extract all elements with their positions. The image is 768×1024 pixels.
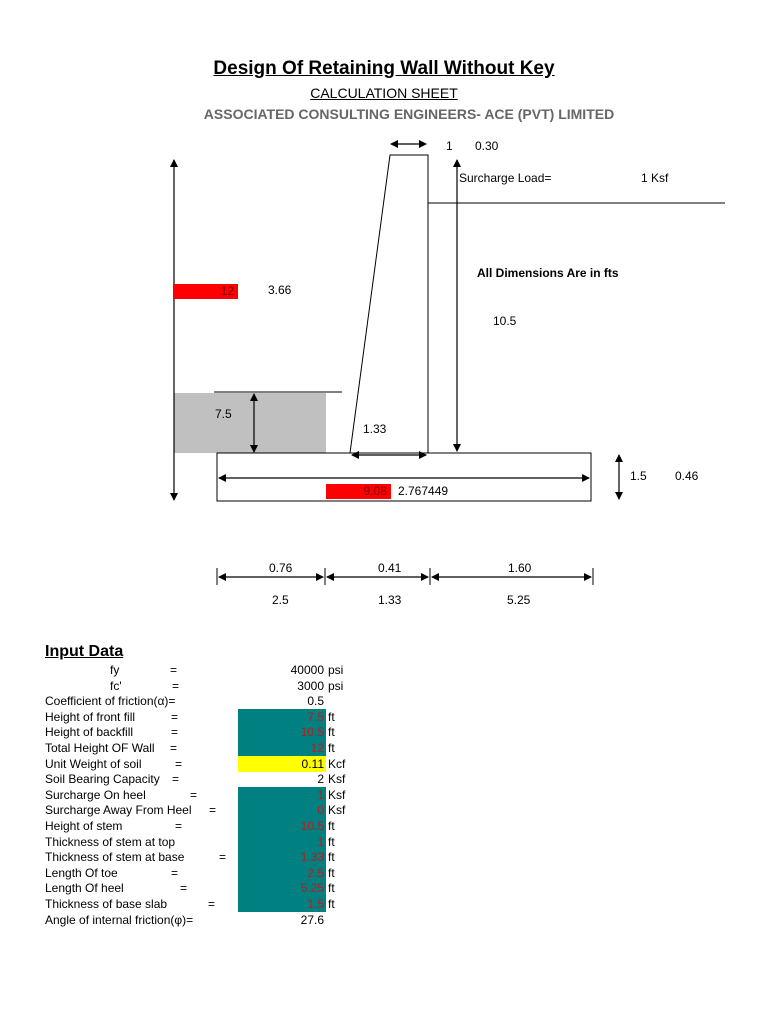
input-label: Angle of internal friction(φ)= bbox=[45, 912, 194, 927]
input-value-cell[interactable]: 1 bbox=[238, 834, 326, 850]
equals-sign: = bbox=[171, 709, 179, 724]
company-name: ASSOCIATED CONSULTING ENGINEERS- ACE (PVT) LIMITED bbox=[203, 106, 615, 122]
input-value-cell: 3000 bbox=[297, 678, 324, 693]
page-title: Design Of Retaining Wall Without Key bbox=[213, 58, 555, 79]
equals-sign: = bbox=[170, 741, 178, 755]
input-label: Coefficient of friction(α)= bbox=[45, 694, 176, 709]
input-value-cell: 0.5 bbox=[307, 694, 324, 709]
input-value-cell[interactable]: 5.25 bbox=[238, 880, 326, 896]
input-label: Thickness of base slab bbox=[45, 897, 168, 911]
input-value-cell[interactable]: 12 bbox=[238, 740, 326, 756]
unit-label: ft bbox=[328, 850, 335, 865]
input-value-cell: 27.6 bbox=[300, 912, 324, 927]
input-label: Height of backfill bbox=[45, 725, 134, 740]
top-width-m: 0.30 bbox=[475, 139, 499, 153]
total-height-ft: 12 bbox=[173, 284, 238, 299]
total-height-m: 3.66 bbox=[268, 283, 292, 297]
input-value-cell[interactable]: 0.11 bbox=[238, 756, 326, 772]
equals-sign: = bbox=[208, 897, 216, 911]
input-label: Thickness of stem at base bbox=[45, 850, 185, 865]
input-value-cell[interactable]: 10.5 bbox=[238, 818, 326, 834]
equals-sign: = bbox=[180, 881, 188, 896]
input-value-cell[interactable]: 10.5 bbox=[238, 724, 326, 740]
input-row bbox=[0, 896, 768, 912]
equals-sign: = bbox=[172, 678, 180, 693]
input-row bbox=[0, 802, 768, 818]
equals-sign: = bbox=[172, 772, 180, 787]
equals-sign: = bbox=[219, 850, 227, 865]
surcharge-value: 1 Ksf bbox=[641, 171, 669, 185]
input-label: Length Of toe bbox=[45, 865, 118, 880]
equals-sign: = bbox=[209, 803, 217, 818]
input-row bbox=[0, 740, 768, 756]
stem-dim-m: 0.41 bbox=[378, 561, 402, 575]
input-label: Surcharge Away From Heel bbox=[45, 803, 192, 818]
input-label: Thickness of stem at top bbox=[45, 834, 176, 849]
toe-dim-ft: 2.5 bbox=[272, 593, 289, 607]
equals-sign: = bbox=[190, 787, 198, 802]
unit-label: ft bbox=[328, 725, 335, 740]
input-data-heading: Input Data bbox=[45, 643, 124, 660]
stem-dim-ft: 1.33 bbox=[378, 593, 402, 607]
unit-label: Ksf bbox=[328, 772, 346, 787]
input-row bbox=[0, 709, 768, 725]
input-value-cell[interactable]: 1.33 bbox=[238, 849, 326, 865]
input-row bbox=[0, 693, 768, 709]
input-value-cell[interactable]: 1 bbox=[238, 787, 326, 803]
surcharge-label: Surcharge Load= bbox=[459, 171, 552, 185]
input-value-cell[interactable]: 1.5 bbox=[238, 896, 326, 912]
top-width-ft: 1 bbox=[446, 139, 453, 153]
input-label: Unit Weight of soil bbox=[45, 756, 142, 771]
equals-sign: = bbox=[171, 725, 179, 740]
input-row bbox=[0, 678, 768, 694]
input-label: Height of stem bbox=[45, 819, 123, 833]
input-row bbox=[0, 849, 768, 865]
unit-label: psi bbox=[328, 663, 344, 677]
unit-label: Ksf bbox=[328, 803, 346, 818]
input-row bbox=[0, 912, 768, 928]
unit-label: ft bbox=[328, 881, 335, 896]
unit-label: Ksf bbox=[328, 787, 346, 802]
input-value-cell[interactable]: 2.5 bbox=[238, 865, 326, 881]
input-value-cell: 2 bbox=[317, 772, 324, 787]
base-length-ft: 9.08 bbox=[326, 484, 391, 499]
equals-sign: = bbox=[175, 819, 183, 833]
page-subtitle: CALCULATION SHEET bbox=[310, 85, 458, 101]
input-label: Length Of heel bbox=[45, 881, 124, 896]
unit-label: psi bbox=[328, 678, 344, 693]
input-value-cell: 40000 bbox=[290, 663, 324, 677]
equals-sign: = bbox=[171, 865, 179, 880]
base-thickness-m: 0.46 bbox=[675, 469, 699, 483]
heel-dim-m: 1.60 bbox=[508, 561, 532, 575]
input-label: Surcharge On heel bbox=[45, 787, 146, 802]
unit-label: ft bbox=[328, 819, 335, 833]
unit-label: ft bbox=[328, 709, 335, 724]
wall-stem bbox=[350, 155, 428, 453]
input-label: fc' bbox=[110, 678, 122, 693]
unit-label: Kcf bbox=[328, 756, 346, 771]
stem-base-label: 1.33 bbox=[363, 422, 387, 436]
input-row bbox=[0, 834, 768, 850]
stem-height-label: 10.5 bbox=[493, 314, 517, 328]
input-label: fy bbox=[110, 663, 120, 677]
input-row bbox=[0, 818, 768, 834]
input-value-cell[interactable]: 7.5 bbox=[238, 709, 326, 725]
input-row bbox=[0, 662, 768, 678]
input-label: Height of front fill bbox=[45, 709, 136, 724]
unit-label: ft bbox=[328, 897, 335, 911]
input-label: Total Height OF Wall bbox=[45, 741, 155, 755]
input-row bbox=[0, 787, 768, 803]
heel-dim-ft: 5.25 bbox=[507, 593, 531, 607]
dimensions-note: All Dimensions Are in fts bbox=[477, 266, 619, 280]
unit-label: ft bbox=[328, 834, 335, 849]
toe-dim-m: 0.76 bbox=[269, 561, 293, 575]
input-value-cell[interactable]: 0 bbox=[238, 802, 326, 818]
equals-sign: = bbox=[175, 756, 183, 771]
base-length-m: 2.767449 bbox=[398, 484, 449, 498]
equals-sign: = bbox=[170, 663, 178, 677]
front-fill-soil bbox=[174, 393, 326, 453]
input-label: Soil Bearing Capacity bbox=[45, 772, 160, 787]
input-row bbox=[0, 724, 768, 740]
unit-label: ft bbox=[328, 741, 335, 755]
input-row bbox=[0, 756, 768, 772]
base-thickness-ft: 1.5 bbox=[630, 469, 647, 483]
unit-label: ft bbox=[328, 865, 335, 880]
input-row bbox=[0, 865, 768, 881]
input-row bbox=[0, 771, 768, 787]
front-fill-label: 7.5 bbox=[215, 407, 232, 421]
input-row bbox=[0, 880, 768, 896]
